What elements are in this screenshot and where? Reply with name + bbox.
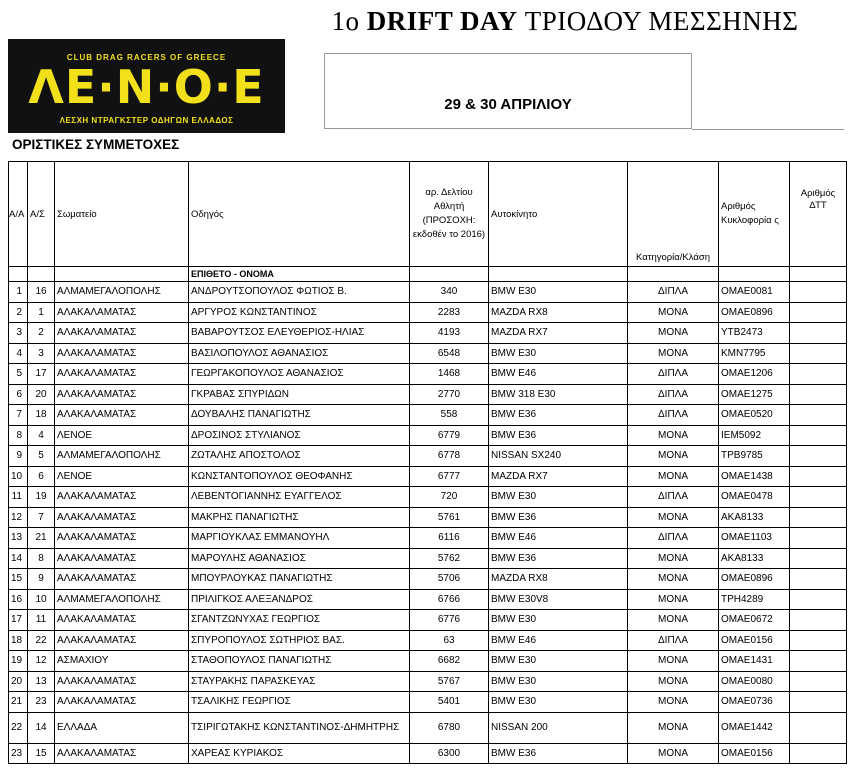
cell-license: 720 <box>410 487 489 508</box>
col-car: Αυτοκίνητο <box>489 162 628 267</box>
cell-driver: ΑΝΔΡΟΥΤΣΟΠΟΥΛΟΣ ΦΩΤΙΟΣ Β. <box>189 282 410 303</box>
cell-car: BMW E30 <box>489 282 628 303</box>
cell-club: ΑΛΜΑΜΕΓΑΛΟΠΟΛΗΣ <box>55 446 189 467</box>
cell-car: NISSAN 200 <box>489 712 628 743</box>
cell-category: ΜΟΝΑ <box>628 589 719 610</box>
cell-as: 3 <box>28 343 55 364</box>
cell-club: ΑΛΑΚΑΛΑΜΑΤΑΣ <box>55 569 189 590</box>
table-row <box>9 507 847 528</box>
cell-plate: ΟΜΑΕ0156 <box>719 743 790 764</box>
cell-car: BMW E36 <box>489 548 628 569</box>
cell-category: ΜΟΝΑ <box>628 446 719 467</box>
cell-plate: ΥΤΒ2473 <box>719 323 790 344</box>
table-row <box>9 323 847 344</box>
cell-driver: ΛΕΒΕΝΤΟΓΙΑΝΝΗΣ ΕΥΑΓΓΕΛΟΣ <box>189 487 410 508</box>
subheader-name-label: ΕΠΙΘΕΤΟ - ΟΝΟΜΑ <box>189 267 410 282</box>
cell-club: ΑΛΑΚΑΛΑΜΑΤΑΣ <box>55 384 189 405</box>
cell-as: 23 <box>28 692 55 713</box>
cell-car: BMW E46 <box>489 364 628 385</box>
cell-plate: ΤΡΒ9785 <box>719 446 790 467</box>
event-dates-box <box>324 53 692 129</box>
cell-driver: ΒΑΒΑΡΟΥΤΣΟΣ ΕΛΕΥΘΕΡΙΟΣ-ΗΛΙΑΣ <box>189 323 410 344</box>
section-subtitle: ΟΡΙΣΤΙΚΕΣ ΣΥΜΜΕΤΟΧΕΣ <box>12 137 180 152</box>
entries-table <box>8 161 847 764</box>
empty-cell <box>719 267 790 282</box>
cell-as: 20 <box>28 384 55 405</box>
cell-club: ΑΛΑΚΑΛΑΜΑΤΑΣ <box>55 528 189 549</box>
cell-dtt <box>790 610 847 631</box>
cell-as: 16 <box>28 282 55 303</box>
empty-cell <box>628 267 719 282</box>
cell-dtt <box>790 630 847 651</box>
cell-aa: 16 <box>9 589 28 610</box>
cell-plate: ΟΜΑΕ1103 <box>719 528 790 549</box>
cell-driver: ΠΡΙΛΙΓΚΟΣ ΑΛΕΞΑΝΔΡΟΣ <box>189 589 410 610</box>
cell-plate: ΟΜΑΕ1431 <box>719 651 790 672</box>
cell-plate: ΟΜΑΕ0156 <box>719 630 790 651</box>
table-row <box>9 446 847 467</box>
cell-category: ΔΙΠΛΑ <box>628 405 719 426</box>
cell-car: BMW E36 <box>489 425 628 446</box>
cell-aa: 6 <box>9 384 28 405</box>
cell-club: ΑΛΑΚΑΛΑΜΑΤΑΣ <box>55 743 189 764</box>
cell-as: 9 <box>28 569 55 590</box>
cell-as: 5 <box>28 446 55 467</box>
cell-plate: ΟΜΑΕ0736 <box>719 692 790 713</box>
cell-dtt <box>790 487 847 508</box>
cell-as: 1 <box>28 302 55 323</box>
cell-dtt <box>790 425 847 446</box>
page-title <box>300 6 830 37</box>
table-row <box>9 692 847 713</box>
cell-as: 11 <box>28 610 55 631</box>
cell-club: ΑΛΑΚΑΛΑΜΑΤΑΣ <box>55 302 189 323</box>
cell-category: ΜΟΝΑ <box>628 743 719 764</box>
cell-driver: ΖΩΤΑΛΗΣ ΑΠΟΣΤΟΛΟΣ <box>189 446 410 467</box>
cell-plate: ΟΜΑΕ1275 <box>719 384 790 405</box>
cell-car: NISSAN SX240 <box>489 446 628 467</box>
cell-dtt <box>790 446 847 467</box>
cell-category: ΔΙΠΛΑ <box>628 364 719 385</box>
cell-aa: 15 <box>9 569 28 590</box>
table-subheader-row <box>9 267 847 282</box>
cell-category: ΜΟΝΑ <box>628 671 719 692</box>
cell-license: 6116 <box>410 528 489 549</box>
event-dates: 29 & 30 ΑΠΡΙΛΙΟΥ <box>444 96 572 113</box>
col-as: Α/Σ <box>28 162 55 267</box>
table-row <box>9 630 847 651</box>
cell-driver: ΒΑΣΙΛΟΠΟΥΛΟΣ ΑΘΑΝΑΣΙΟΣ <box>189 343 410 364</box>
cell-license: 6778 <box>410 446 489 467</box>
cell-plate: ΚΜΝ7795 <box>719 343 790 364</box>
empty-cell <box>410 267 489 282</box>
cell-dtt <box>790 405 847 426</box>
cell-aa: 20 <box>9 671 28 692</box>
logo-main-text: ΛΕ·Ν·Ο·Ε <box>28 60 265 114</box>
cell-dtt <box>790 548 847 569</box>
cell-driver: ΤΣΑΛΙΚΗΣ ΓΕΩΡΓΙΟΣ <box>189 692 410 713</box>
cell-club: ΑΛΑΚΑΛΑΜΑΤΑΣ <box>55 343 189 364</box>
table-row <box>9 302 847 323</box>
empty-cell <box>55 267 189 282</box>
cell-as: 21 <box>28 528 55 549</box>
cell-category: ΔΙΠΛΑ <box>628 384 719 405</box>
cell-as: 18 <box>28 405 55 426</box>
cell-car: BMW E36 <box>489 743 628 764</box>
cell-dtt <box>790 651 847 672</box>
logo-bottom-text: ΛΕΣΧΗ ΝΤΡΑΓΚΣΤΕΡ ΟΔΗΓΩΝ ΕΛΛΑΔΟΣ <box>59 116 234 125</box>
cell-aa: 2 <box>9 302 28 323</box>
col-driver: Οδηγός <box>189 162 410 267</box>
empty-cell <box>9 267 28 282</box>
cell-car: BMW E30 <box>489 651 628 672</box>
cell-dtt <box>790 282 847 303</box>
cell-aa: 5 <box>9 364 28 385</box>
cell-dtt <box>790 323 847 344</box>
table-row <box>9 384 847 405</box>
empty-cell <box>790 267 847 282</box>
cell-plate: ΑΚΑ8133 <box>719 548 790 569</box>
title-prefix: 1ο <box>331 6 367 36</box>
cell-license: 4193 <box>410 323 489 344</box>
cell-aa: 3 <box>9 323 28 344</box>
cell-as: 17 <box>28 364 55 385</box>
cell-car: MAZDA RX7 <box>489 323 628 344</box>
table-row <box>9 548 847 569</box>
cell-plate: ΟΜΑΕ0081 <box>719 282 790 303</box>
club-logo <box>8 39 285 133</box>
cell-club: ΑΛΑΚΑΛΑΜΑΤΑΣ <box>55 671 189 692</box>
cell-license: 6779 <box>410 425 489 446</box>
cell-car: BMW E30 <box>489 610 628 631</box>
cell-category: ΔΙΠΛΑ <box>628 487 719 508</box>
cell-car: BMW E30 <box>489 343 628 364</box>
cell-dtt <box>790 507 847 528</box>
cell-plate: ΟΜΑΕ0896 <box>719 302 790 323</box>
cell-as: 15 <box>28 743 55 764</box>
cell-club: ΑΣΜΑΧΙΟΥ <box>55 651 189 672</box>
table-row <box>9 282 847 303</box>
cell-aa: 17 <box>9 610 28 631</box>
col-category: Κατηγορία/Κλάση <box>628 162 719 267</box>
cell-car: BMW E30 <box>489 671 628 692</box>
cell-club: ΑΛΜΑΜΕΓΑΛΟΠΟΛΗΣ <box>55 589 189 610</box>
cell-club: ΑΛΑΚΑΛΑΜΑΤΑΣ <box>55 364 189 385</box>
cell-dtt <box>790 528 847 549</box>
cell-category: ΜΟΝΑ <box>628 343 719 364</box>
cell-category: ΜΟΝΑ <box>628 466 719 487</box>
cell-category: ΜΟΝΑ <box>628 425 719 446</box>
cell-license: 340 <box>410 282 489 303</box>
cell-club: ΛΕΝΟΕ <box>55 425 189 446</box>
cell-plate: ΟΜΑΕ0520 <box>719 405 790 426</box>
table-row <box>9 364 847 385</box>
cell-aa: 23 <box>9 743 28 764</box>
cell-car: BMW E30 <box>489 487 628 508</box>
cell-car: BMW E30V8 <box>489 589 628 610</box>
cell-car: BMW E46 <box>489 528 628 549</box>
cell-plate: ΟΜΑΕ0896 <box>719 569 790 590</box>
cell-driver: ΔΡΟΣΙΝΟΣ ΣΤΥΛΙΑΝΟΣ <box>189 425 410 446</box>
cell-plate: ΟΜΑΕ1206 <box>719 364 790 385</box>
cell-car: BMW E36 <box>489 507 628 528</box>
cell-category: ΔΙΠΛΑ <box>628 630 719 651</box>
empty-cell <box>28 267 55 282</box>
cell-dtt <box>790 466 847 487</box>
cell-aa: 14 <box>9 548 28 569</box>
cell-driver: ΜΑΡΟΥΛΗΣ ΑΘΑΝΑΣΙΟΣ <box>189 548 410 569</box>
cell-aa: 22 <box>9 712 28 743</box>
cell-car: MAZDA RX8 <box>489 569 628 590</box>
cell-license: 5401 <box>410 692 489 713</box>
cell-car: BMW E46 <box>489 630 628 651</box>
cell-club: ΑΛΑΚΑΛΑΜΑΤΑΣ <box>55 610 189 631</box>
cell-license: 6776 <box>410 610 489 631</box>
cell-license: 6766 <box>410 589 489 610</box>
cell-as: 19 <box>28 487 55 508</box>
cell-aa: 1 <box>9 282 28 303</box>
cell-driver: ΣΤΑΘΟΠΟΥΛΟΣ ΠΑΝΑΓΙΩΤΗΣ <box>189 651 410 672</box>
cell-plate: ΟΜΑΕ0478 <box>719 487 790 508</box>
cell-license: 63 <box>410 630 489 651</box>
cell-driver: ΤΣΙΡΙΓΩΤΑΚΗΣ ΚΩΝΣΤΑΝΤΙΝΟΣ-ΔΗΜΗΤΡΗΣ <box>189 712 410 743</box>
table-row <box>9 671 847 692</box>
cell-aa: 13 <box>9 528 28 549</box>
cell-dtt <box>790 671 847 692</box>
cell-aa: 18 <box>9 630 28 651</box>
cell-aa: 4 <box>9 343 28 364</box>
cell-category: ΜΟΝΑ <box>628 692 719 713</box>
cell-car: BMW 318 E30 <box>489 384 628 405</box>
cell-aa: 19 <box>9 651 28 672</box>
cell-club: ΑΛΜΑΜΕΓΑΛΟΠΟΛΗΣ <box>55 282 189 303</box>
cell-dtt <box>790 384 847 405</box>
cell-aa: 11 <box>9 487 28 508</box>
cell-category: ΜΟΝΑ <box>628 712 719 743</box>
cell-category: ΜΟΝΑ <box>628 610 719 631</box>
cell-license: 6780 <box>410 712 489 743</box>
table-header-row <box>9 162 847 267</box>
cell-as: 22 <box>28 630 55 651</box>
table-row <box>9 743 847 764</box>
cell-dtt <box>790 712 847 743</box>
cell-as: 2 <box>28 323 55 344</box>
cell-category: ΜΟΝΑ <box>628 323 719 344</box>
cell-plate: ΟΜΑΕ1438 <box>719 466 790 487</box>
cell-plate: ΟΜΑΕ1442 <box>719 712 790 743</box>
cell-license: 6548 <box>410 343 489 364</box>
col-club: Σωματείο <box>55 162 189 267</box>
cell-driver: ΔΟΥΒΑΛΗΣ ΠΑΝΑΓΙΩΤΗΣ <box>189 405 410 426</box>
cell-category: ΜΟΝΑ <box>628 569 719 590</box>
table-row <box>9 610 847 631</box>
title-bold: DRIFT DAY <box>366 6 518 36</box>
title-suffix: ΤΡΙΟΔΟΥ ΜΕΣΣΗΝΗΣ <box>517 6 799 36</box>
table-row <box>9 528 847 549</box>
cell-driver: ΣΓΑΝΤΖΩΝΥΧΑΣ ΓΕΩΡΓΙΟΣ <box>189 610 410 631</box>
cell-dtt <box>790 743 847 764</box>
table-row <box>9 343 847 364</box>
cell-driver: ΜΑΚΡΗΣ ΠΑΝΑΓΙΩΤΗΣ <box>189 507 410 528</box>
cell-aa: 12 <box>9 507 28 528</box>
cell-license: 6682 <box>410 651 489 672</box>
cell-aa: 9 <box>9 446 28 467</box>
cell-dtt <box>790 569 847 590</box>
cell-club: ΑΛΑΚΑΛΑΜΑΤΑΣ <box>55 630 189 651</box>
cell-as: 10 <box>28 589 55 610</box>
cell-category: ΜΟΝΑ <box>628 507 719 528</box>
cell-aa: 8 <box>9 425 28 446</box>
divider <box>692 129 844 130</box>
cell-car: MAZDA RX7 <box>489 466 628 487</box>
cell-license: 2283 <box>410 302 489 323</box>
empty-cell <box>489 267 628 282</box>
cell-club: ΑΛΑΚΑΛΑΜΑΤΑΣ <box>55 507 189 528</box>
table-row <box>9 487 847 508</box>
cell-driver: ΣΠΥΡΟΠΟΥΛΟΣ ΣΩΤΗΡΙΟΣ ΒΑΣ. <box>189 630 410 651</box>
table-row <box>9 466 847 487</box>
cell-as: 6 <box>28 466 55 487</box>
cell-license: 6777 <box>410 466 489 487</box>
table-row <box>9 589 847 610</box>
cell-license: 2770 <box>410 384 489 405</box>
cell-club: ΑΛΑΚΑΛΑΜΑΤΑΣ <box>55 692 189 713</box>
cell-as: 4 <box>28 425 55 446</box>
cell-category: ΜΟΝΑ <box>628 651 719 672</box>
cell-license: 5761 <box>410 507 489 528</box>
table-row <box>9 405 847 426</box>
cell-dtt <box>790 343 847 364</box>
cell-club: ΑΛΑΚΑΛΑΜΑΤΑΣ <box>55 323 189 344</box>
cell-driver: ΑΡΓΥΡΟΣ ΚΩΝΣΤΑΝΤΙΝΟΣ <box>189 302 410 323</box>
cell-club: ΑΛΑΚΑΛΑΜΑΤΑΣ <box>55 548 189 569</box>
cell-driver: ΜΠΟΥΡΛΟΥΚΑΣ ΠΑΝΑΓΙΩΤΗΣ <box>189 569 410 590</box>
cell-driver: ΓΚΡΑΒΑΣ ΣΠΥΡΙΔΩΝ <box>189 384 410 405</box>
cell-aa: 7 <box>9 405 28 426</box>
cell-category: ΜΟΝΑ <box>628 548 719 569</box>
cell-car: BMW E30 <box>489 692 628 713</box>
cell-aa: 10 <box>9 466 28 487</box>
cell-as: 13 <box>28 671 55 692</box>
cell-car: MAZDA RX8 <box>489 302 628 323</box>
cell-plate: ΙΕΜ5092 <box>719 425 790 446</box>
cell-as: 7 <box>28 507 55 528</box>
table-row <box>9 569 847 590</box>
col-dtt: Αριθμός ΔΤΤ <box>790 162 847 267</box>
col-plate: Αριθμός Κυκλοφορία ς <box>719 162 790 267</box>
cell-club: ΕΛΛΑΔΑ <box>55 712 189 743</box>
cell-license: 5767 <box>410 671 489 692</box>
cell-license: 6300 <box>410 743 489 764</box>
cell-license: 558 <box>410 405 489 426</box>
cell-plate: ΟΜΑΕ0080 <box>719 671 790 692</box>
cell-driver: ΧΑΡΕΑΣ ΚΥΡΙΑΚΟΣ <box>189 743 410 764</box>
cell-license: 1468 <box>410 364 489 385</box>
cell-aa: 21 <box>9 692 28 713</box>
cell-dtt <box>790 589 847 610</box>
cell-plate: ΟΜΑΕ0672 <box>719 610 790 631</box>
table-row <box>9 651 847 672</box>
cell-category: ΜΟΝΑ <box>628 302 719 323</box>
cell-category: ΔΙΠΛΑ <box>628 528 719 549</box>
cell-license: 5762 <box>410 548 489 569</box>
cell-car: BMW E36 <box>489 405 628 426</box>
cell-dtt <box>790 302 847 323</box>
cell-driver: ΜΑΡΓΙΟΥΚΛΑΣ ΕΜΜΑΝΟΥΗΛ <box>189 528 410 549</box>
cell-driver: ΚΩΝΣΤΑΝΤΟΠΟΥΛΟΣ ΘΕΟΦΑΝΗΣ <box>189 466 410 487</box>
cell-license: 5706 <box>410 569 489 590</box>
table-row <box>9 425 847 446</box>
cell-driver: ΓΕΩΡΓΑΚΟΠΟΥΛΟΣ ΑΘΑΝΑΣΙΟΣ <box>189 364 410 385</box>
cell-plate: ΑΚΑ8133 <box>719 507 790 528</box>
cell-driver: ΣΤΑΥΡΑΚΗΣ ΠΑΡΑΣΚΕΥΑΣ <box>189 671 410 692</box>
cell-plate: ΤΡΗ4289 <box>719 589 790 610</box>
cell-category: ΔΙΠΛΑ <box>628 282 719 303</box>
cell-as: 14 <box>28 712 55 743</box>
cell-as: 12 <box>28 651 55 672</box>
logo-top-text: CLUB DRAG RACERS OF GREECE <box>66 53 227 62</box>
cell-dtt <box>790 692 847 713</box>
cell-club: ΑΛΑΚΑΛΑΜΑΤΑΣ <box>55 487 189 508</box>
table-row <box>9 712 847 743</box>
cell-club: ΑΛΑΚΑΛΑΜΑΤΑΣ <box>55 405 189 426</box>
cell-as: 8 <box>28 548 55 569</box>
col-license: αρ. Δελτίου Αθλητή (ΠΡΟΣΟΧΗ: εκδοθέν το 2016) <box>410 162 489 267</box>
cell-dtt <box>790 364 847 385</box>
cell-club: ΛΕΝΟΕ <box>55 466 189 487</box>
col-aa: Α/Α <box>9 162 28 267</box>
